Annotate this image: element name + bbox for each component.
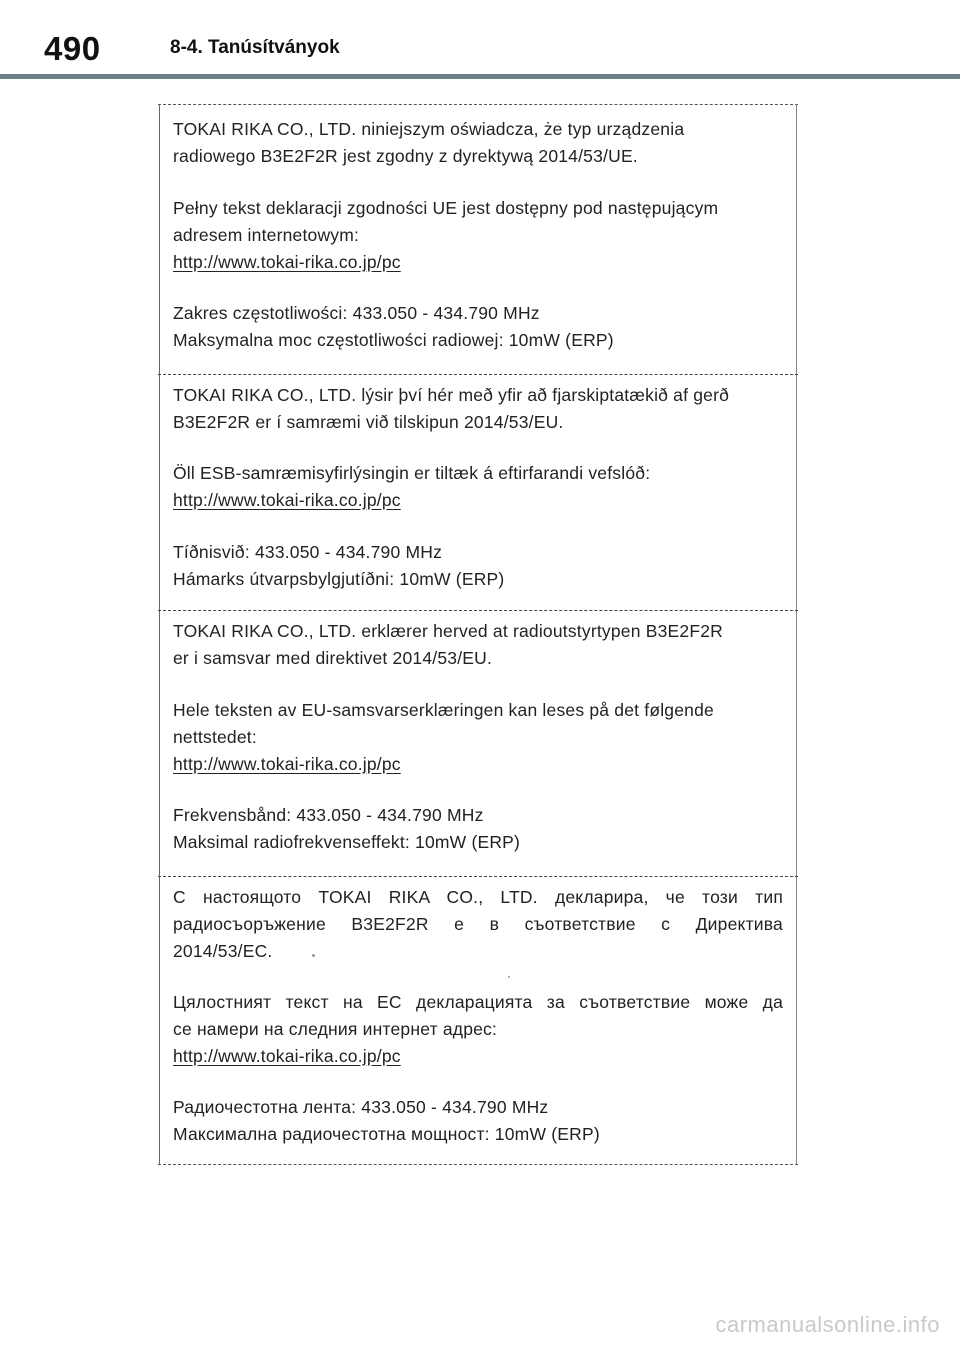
declaration-block-norwegian bbox=[158, 610, 800, 876]
declaration-block-bulgarian bbox=[158, 876, 800, 1164]
intro-line: B3E2F2R er í samræmi við tilskipun 2014/53/EU. bbox=[173, 412, 564, 432]
scan-speck bbox=[312, 954, 315, 957]
declaration-specs bbox=[173, 539, 783, 593]
declaration-url-link[interactable]: http://www.tokai-rika.co.jp/pc bbox=[173, 490, 401, 510]
spec-frequency: Tíðnisvið: 433.050 - 434.790 MHz bbox=[173, 542, 443, 562]
scan-speck bbox=[508, 976, 510, 978]
declaration-specs bbox=[173, 1094, 783, 1148]
declaration-fulltext bbox=[173, 697, 783, 778]
declaration-url-link[interactable]: http://www.tokai-rika.co.jp/pc bbox=[173, 754, 401, 774]
declaration-url-link[interactable]: http://www.tokai-rika.co.jp/pc bbox=[173, 252, 401, 272]
certificate-scan bbox=[158, 102, 800, 1166]
declaration-fulltext bbox=[173, 989, 783, 1070]
declaration-specs bbox=[173, 300, 783, 354]
intro-line: TOKAI RIKA CO., LTD. erklærer herved at radioutstyrtypen B3E2F2R bbox=[173, 621, 723, 641]
declaration-url-link[interactable]: http://www.tokai-rika.co.jp/pc bbox=[173, 1046, 401, 1066]
intro-line: TOKAI RIKA CO., LTD. niniejszym oświadcza, że typ urządzenia bbox=[173, 119, 685, 139]
declaration-intro bbox=[173, 884, 783, 965]
spec-frequency: Zakres częstotliwości: 433.050 - 434.790 MHz bbox=[173, 303, 540, 323]
declaration-block-icelandic bbox=[158, 374, 800, 610]
page-number: 490 bbox=[44, 30, 101, 67]
spec-power: Максимална радиочестотна мощност: 10mW (ERP) bbox=[173, 1124, 600, 1144]
declaration-fulltext bbox=[173, 195, 783, 276]
fulltext-line: nettstedet: bbox=[173, 727, 257, 747]
spec-power: Maksymalna moc częstotliwości radiowej: 10mW (ERP) bbox=[173, 330, 614, 350]
intro-line: er i samsvar med direktivet 2014/53/EU. bbox=[173, 648, 493, 668]
spec-frequency: Frekvensbånd: 433.050 - 434.790 MHz bbox=[173, 805, 484, 825]
declaration-block-polish bbox=[158, 102, 800, 374]
fulltext-line: Цялостният текст на ЕС декларацията за съответствие може да bbox=[173, 992, 783, 1012]
fulltext-line: Pełny tekst deklaracji zgodności UE jest dostępny pod następującym bbox=[173, 198, 719, 218]
spec-frequency: Радиочестотна лента: 433.050 - 434.790 MHz bbox=[173, 1097, 549, 1117]
declaration-intro bbox=[173, 382, 783, 436]
header-divider bbox=[0, 74, 960, 79]
page-header bbox=[0, 0, 960, 80]
declaration-intro bbox=[173, 116, 783, 170]
fulltext-line: adresem internetowym: bbox=[173, 225, 360, 245]
intro-line: С настоящото TOKAI RIKA CO., LTD. декларира, че този тип bbox=[173, 887, 783, 907]
intro-line: radiowego B3E2F2R jest zgodny z dyrektywą 2014/53/UE. bbox=[173, 146, 638, 166]
watermark-text: carmanualsonline.info bbox=[715, 1312, 940, 1337]
intro-line: 2014/53/ЕС. bbox=[173, 941, 273, 961]
declaration-fulltext bbox=[173, 460, 783, 514]
fulltext-line: Hele teksten av EU-samsvarserklæringen kan leses på det følgende bbox=[173, 700, 714, 720]
declaration-intro bbox=[173, 618, 783, 672]
fulltext-line: Öll ESB-samræmisyfirlýsingin er tiltæk á eftirfarandi vefslóð: bbox=[173, 463, 651, 483]
spec-power: Maksimal radiofrekvenseffekt: 10mW (ERP) bbox=[173, 832, 521, 852]
frame-bottom-border bbox=[158, 1164, 798, 1165]
section-title: 8-4. Tanúsítványok bbox=[170, 37, 340, 58]
intro-line: радиосъоръжение B3E2F2R е в съответствие с Директива bbox=[173, 914, 783, 934]
declaration-specs bbox=[173, 802, 783, 856]
intro-line: TOKAI RIKA CO., LTD. lýsir því hér með yfir að fjarskiptatækið af gerð bbox=[173, 385, 730, 405]
fulltext-line: се намери на следния интернет адрес: bbox=[173, 1019, 498, 1039]
spec-power: Hámarks útvarpsbylgjutíðni: 10mW (ERP) bbox=[173, 569, 505, 589]
